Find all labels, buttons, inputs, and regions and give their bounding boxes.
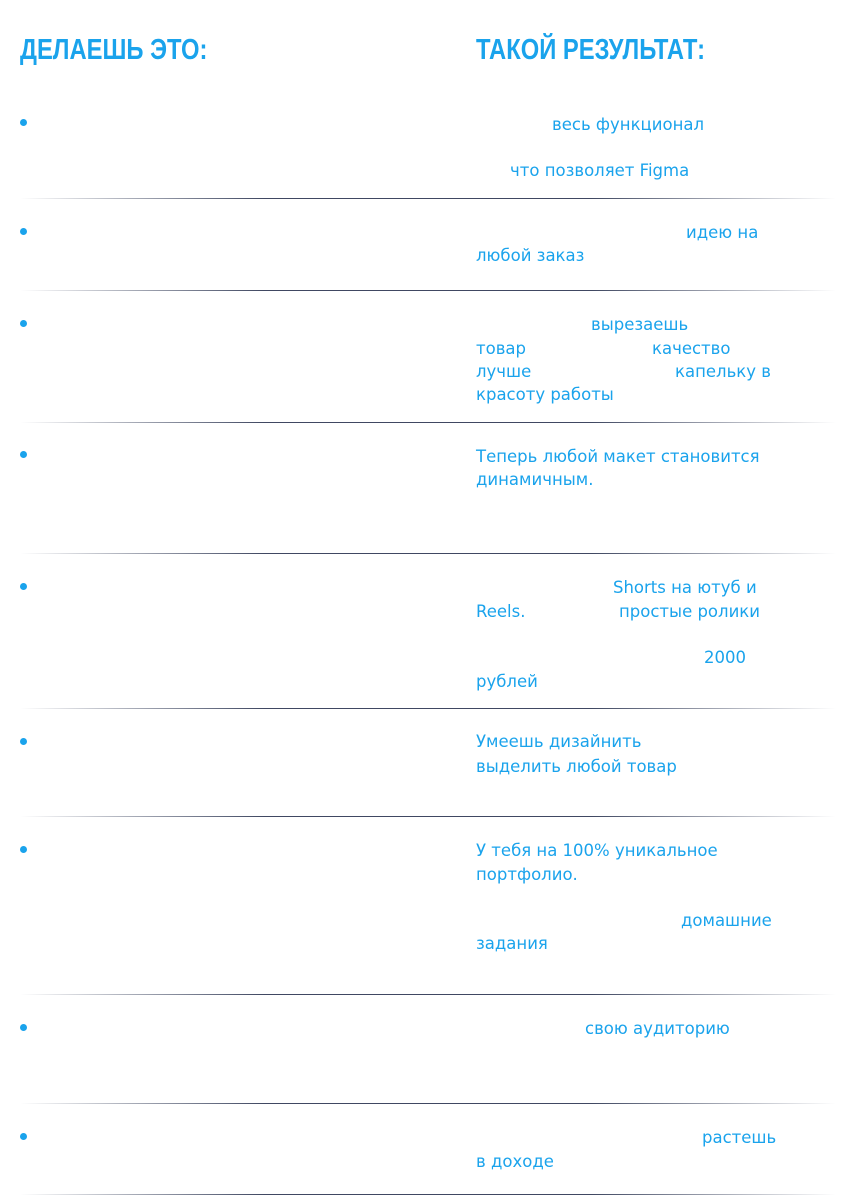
result-text: У тебя на 100% уникальное [476, 841, 718, 860]
result-text: выделить любой товар [476, 757, 677, 776]
row-divider [20, 290, 836, 291]
result-text: весь функционал [552, 115, 705, 134]
result-text: простые ролики [619, 602, 760, 621]
row-divider [20, 422, 836, 423]
bullet-3 [20, 320, 27, 327]
row-divider [20, 994, 836, 995]
row-divider [20, 1194, 836, 1195]
bullet-1 [20, 119, 27, 126]
row-divider [20, 1103, 836, 1104]
do-this-heading: ДЕЛАЕШЬ ЭТО: [20, 34, 208, 66]
result-text: 2000 [704, 648, 746, 667]
result-text: товар [476, 339, 527, 358]
result-text: качество [652, 339, 731, 358]
row-divider [20, 708, 836, 709]
bullet-8 [20, 1024, 27, 1031]
result-text: Shorts на ютуб и [613, 578, 757, 597]
result-text: портфолио. [476, 865, 578, 884]
result-text: вырезаешь [591, 315, 689, 334]
bullet-6 [20, 738, 27, 745]
result-text: любой заказ [476, 246, 585, 265]
result-text: красоту работы [476, 385, 614, 404]
result-text: Reels. [476, 602, 526, 621]
result-text: динамичным. [476, 470, 594, 489]
result-text: растешь [702, 1128, 777, 1147]
bullet-4 [20, 451, 27, 458]
row-divider [20, 198, 836, 199]
result-text: лучше [476, 362, 532, 381]
result-text: что позволяет Figma [510, 161, 690, 180]
bullet-7 [20, 846, 27, 853]
result-text: Умеешь дизайнить [476, 732, 642, 751]
result-text: задания [476, 934, 548, 953]
result-text: рублей [476, 672, 538, 691]
result-text: капельку в [675, 362, 771, 381]
result-text: Теперь любой макет становится [476, 447, 760, 466]
bullet-5 [20, 583, 27, 590]
result-text: идею на [686, 223, 759, 242]
row-divider [20, 816, 836, 817]
result-heading: ТАКОЙ РЕЗУЛЬТАТ: [476, 34, 706, 66]
result-text: домашние [681, 911, 772, 930]
result-text: в доходе [476, 1152, 554, 1171]
row-divider [20, 553, 836, 554]
bullet-9 [20, 1133, 27, 1140]
bullet-2 [20, 228, 27, 235]
result-text: свою аудиторию [585, 1019, 730, 1038]
